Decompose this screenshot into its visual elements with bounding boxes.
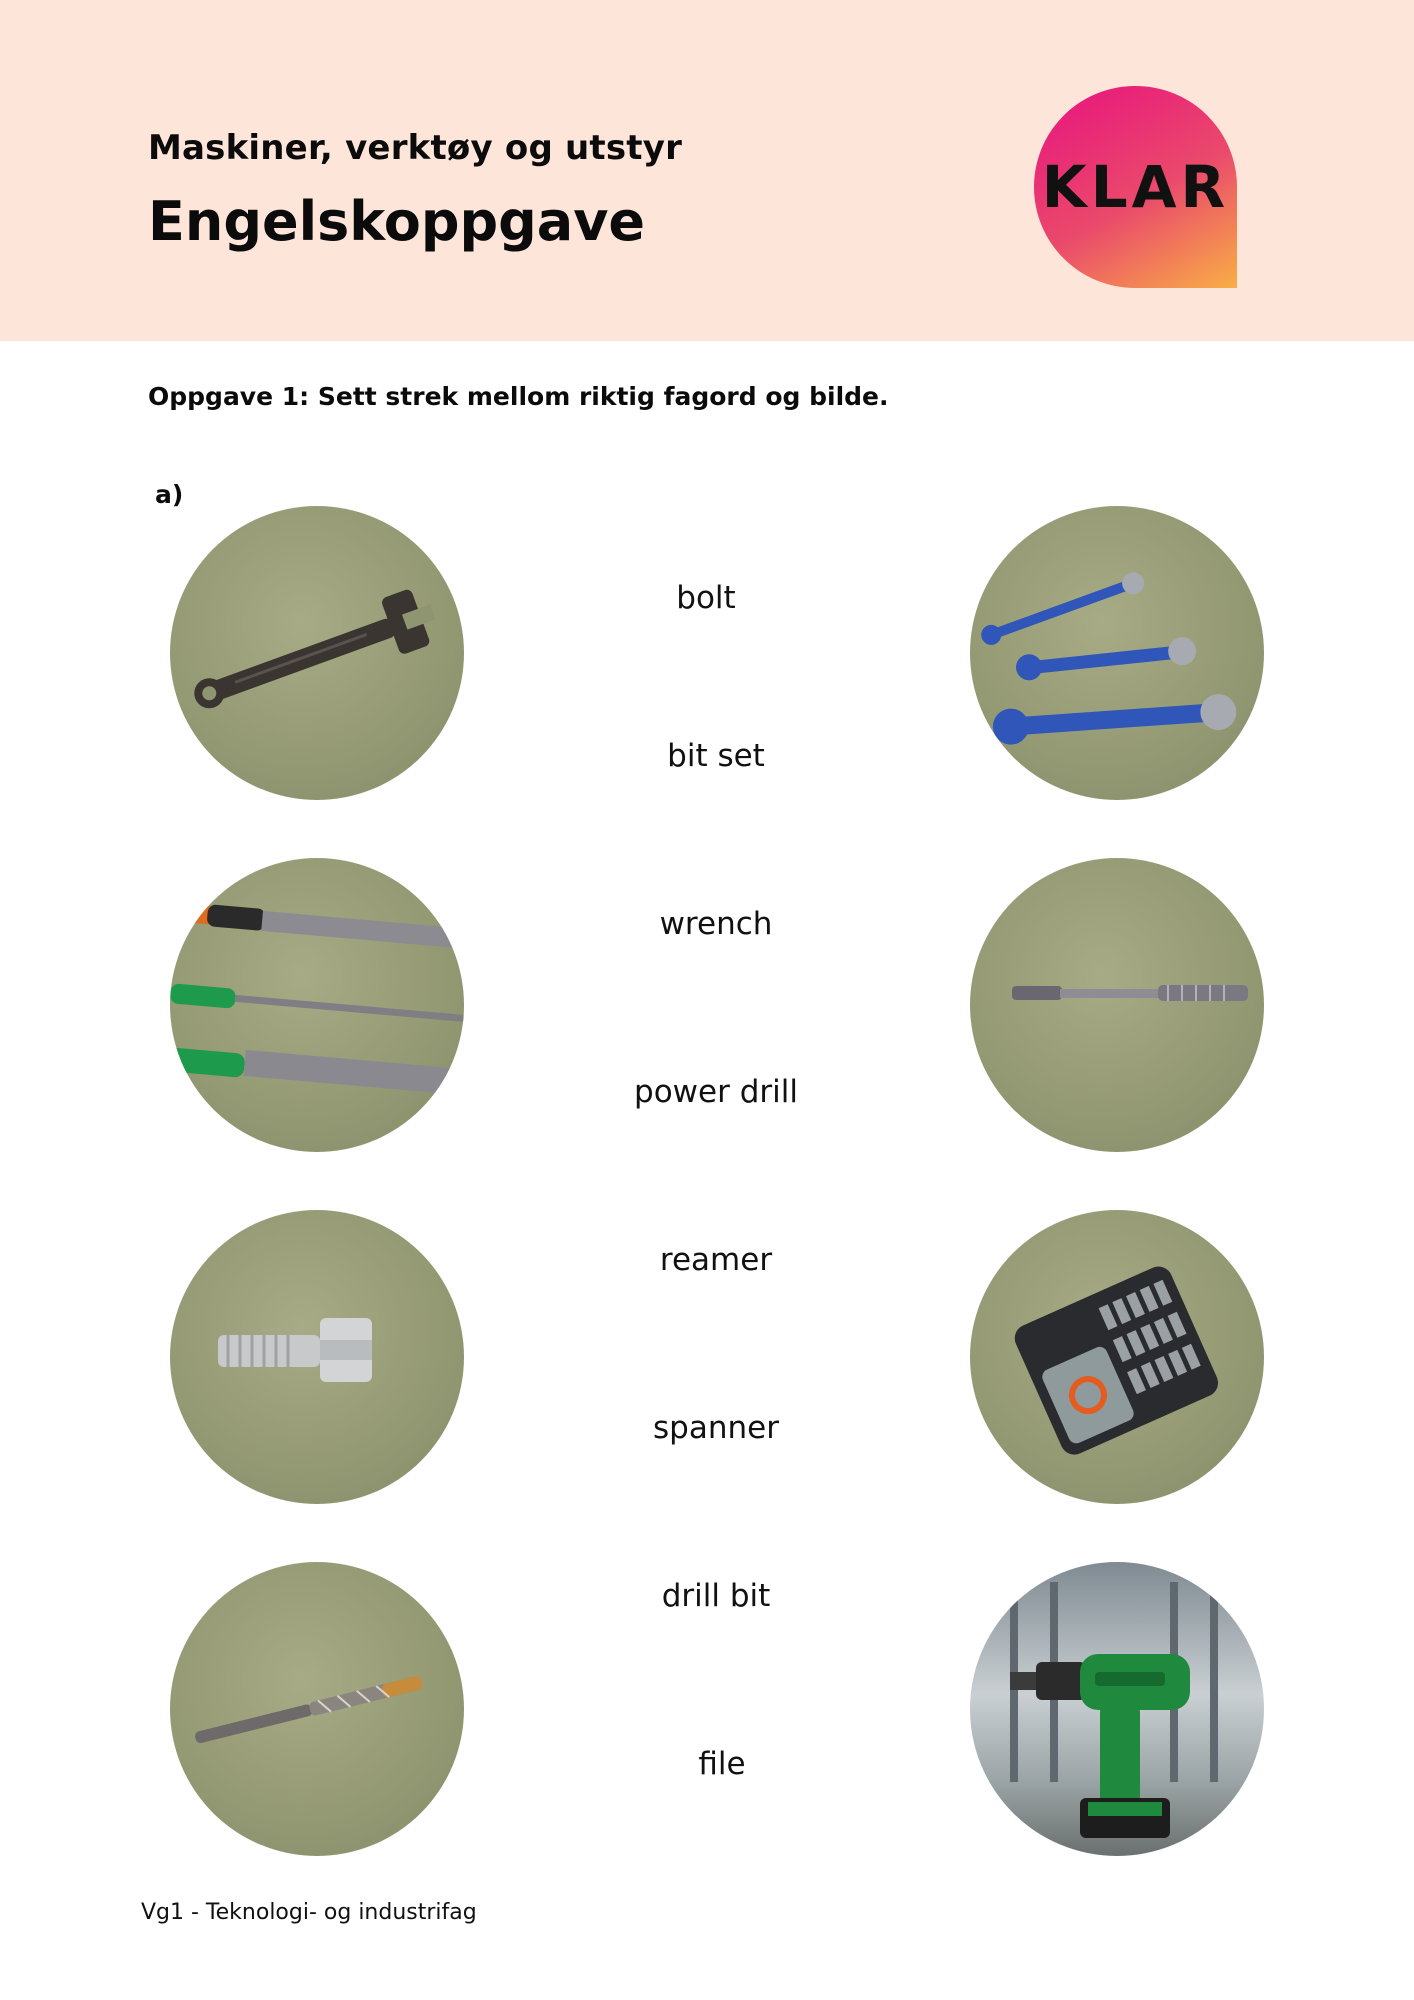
word-7: drill bit xyxy=(661,1578,771,1614)
drill-bit-image xyxy=(170,1562,464,1856)
power-drill-image xyxy=(970,1562,1264,1856)
word-3: wrench xyxy=(659,906,773,942)
footer-text: Vg1 - Teknologi- og industrifag xyxy=(141,1900,477,1925)
word-8: file xyxy=(698,1746,746,1782)
word-1: bolt xyxy=(676,580,736,616)
logo-text: KLAR xyxy=(1041,153,1230,221)
files-image xyxy=(170,858,464,1152)
word-4: power drill xyxy=(634,1074,798,1110)
task-instruction: Oppgave 1: Sett strek mellom riktig fagord og bilde. xyxy=(148,382,889,411)
header-band xyxy=(0,0,1414,341)
klar-logo xyxy=(1034,86,1237,288)
word-2: bit set xyxy=(667,738,765,774)
page-title: Engelskoppgave xyxy=(148,190,646,253)
word-5: reamer xyxy=(659,1242,773,1278)
combination-spanners-image xyxy=(970,506,1264,800)
subject-heading: Maskiner, verktøy og utstyr xyxy=(148,128,683,168)
part-label: a) xyxy=(155,480,184,509)
word-6: spanner xyxy=(653,1410,779,1446)
adjustable-wrench-image xyxy=(170,506,464,800)
reamer-image xyxy=(970,858,1264,1152)
bolt-image xyxy=(170,1210,464,1504)
bit-set-image xyxy=(970,1210,1264,1504)
